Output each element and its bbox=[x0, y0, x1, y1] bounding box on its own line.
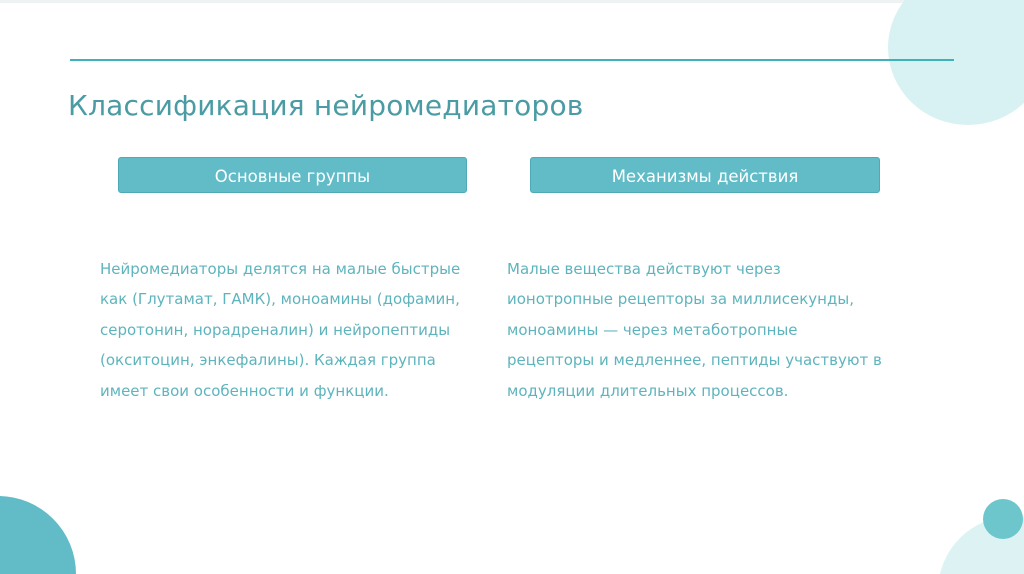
text-line: Малые вещества действуют через bbox=[507, 260, 781, 278]
column-body-main-groups bbox=[100, 254, 460, 406]
column-header-mechanisms: Механизмы действия bbox=[530, 157, 880, 193]
text-line: моноамины — через метаботропные bbox=[507, 320, 798, 339]
text-line: имеет свои особенности и функции. bbox=[100, 381, 389, 400]
text-line: серотонин, норадреналин) и нейропептиды bbox=[100, 320, 451, 339]
slide-title: Классификация нейромедиаторов bbox=[68, 89, 584, 122]
decorative-circle-bottom-left bbox=[0, 496, 76, 574]
text-line: (окситоцин, энкефалины). Каждая группа bbox=[100, 351, 436, 370]
text-line: рецепторы и медленнее, пептиды участвуют в bbox=[507, 351, 882, 370]
top-edge-strip bbox=[0, 0, 1024, 3]
column-header-main-groups: Основные группы bbox=[118, 157, 467, 193]
header-divider-line bbox=[70, 59, 954, 61]
decorative-dot-bottom-right bbox=[983, 499, 1023, 539]
text-line: модуляции длительных процессов. bbox=[507, 381, 789, 400]
text-line: ионотропные рецепторы за миллисекунды, bbox=[507, 290, 854, 309]
column-body-mechanisms bbox=[507, 254, 882, 406]
text-line: как (Глутамат, ГАМК), моноамины (дофамин, bbox=[100, 290, 460, 309]
text-line: Нейромедиаторы делятся на малые быстрые bbox=[100, 260, 461, 278]
decorative-circle-top-right bbox=[888, 0, 1024, 125]
